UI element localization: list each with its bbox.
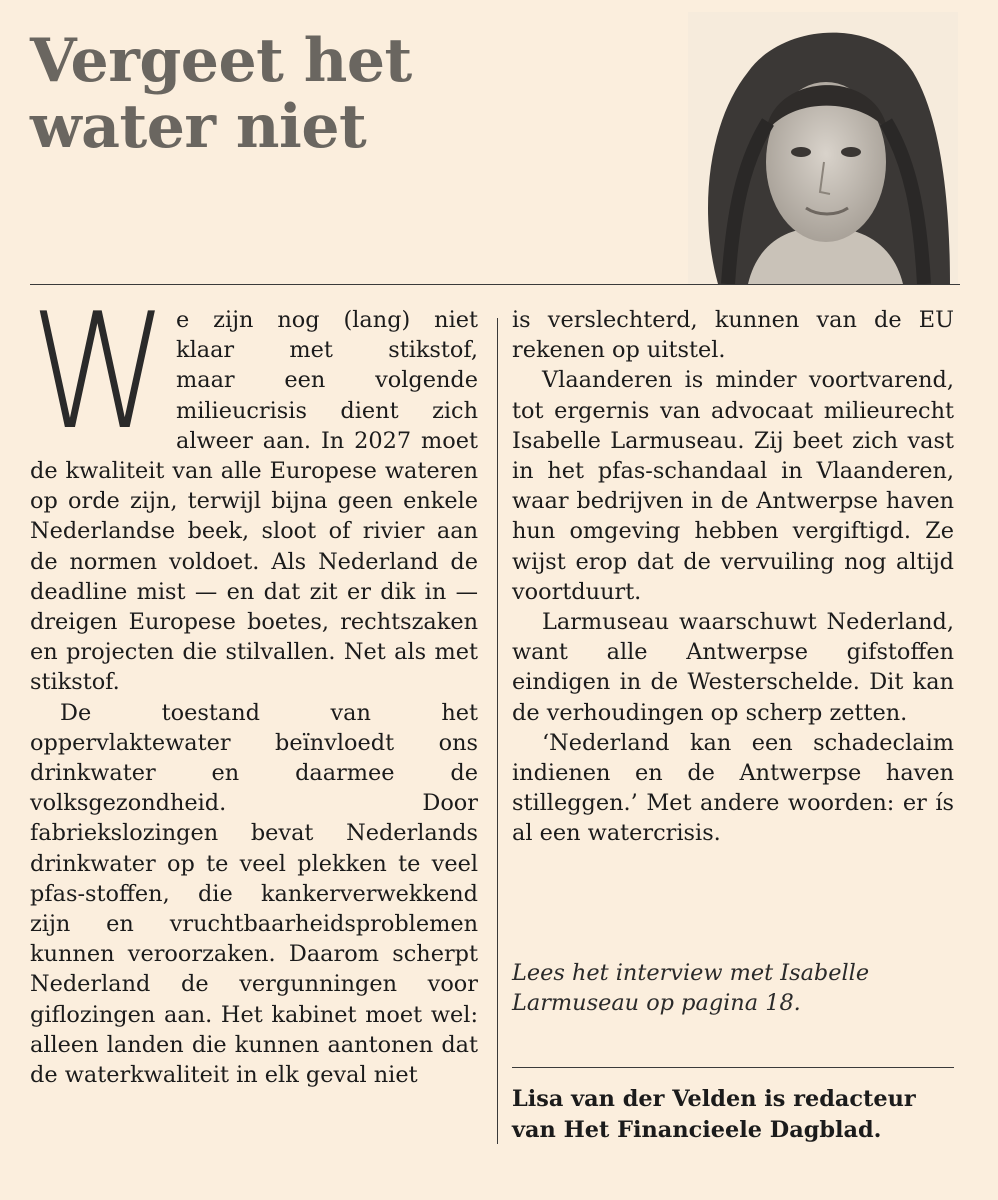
paragraph-5: Larmuseau waarschuwt Nederland, want alle Antwerpse gifstoffen eindigen in de Westerschelde. Dit kan de verhoudingen op scherp zetten.	[512, 609, 954, 726]
intro-line: milieucrisis dient zich	[176, 397, 478, 424]
headline	[30, 28, 650, 160]
intro-line: klaar met stikstof,	[176, 337, 478, 364]
article-column-1	[30, 278, 478, 1090]
intro-paragraph-rest: alweer aan. In 2027 moet de kwaliteit van alle Europese wateren op orde zijn, terwijl bijna geen enkele Nederlandse beek, sloot of rivier aan de normen voldoet. Als Nederland de deadline mist — en dat zit er dik in — dreigen Europese boetes, rechtszaken en projecten die stilvallen. Net als met stikstof.	[30, 427, 478, 696]
paragraph-4: Vlaanderen is minder voortvarend, tot ergernis van advocaat milieurecht Isabelle Larmuseau. Zij beet zich vast in het pfas-schandaal in Vlaanderen, waar bedrijven in de Antwerpse haven hun omgeving hebben vergiftigd. Ze wijst erop dat de vervuiling nog altijd voortduurt.	[512, 367, 954, 605]
note-line-1: Lees het interview met Isabelle	[512, 960, 870, 986]
intro-line: maar een volgende	[176, 367, 478, 394]
dropcap-w	[30, 278, 168, 465]
article-column-2	[512, 305, 954, 849]
svg-text:W: W	[30, 278, 168, 465]
headline-line-1: Vergeet het	[30, 26, 412, 96]
paragraph-6: ‘Nederland kan een schadeclaim indienen en de Antwerpse haven stilleggen.’ Met andere woorden: er ís al een watercrisis.	[512, 729, 954, 847]
author-portrait	[688, 12, 958, 284]
signature-line-2: van Het Financieele Dagblad.	[512, 1117, 882, 1143]
signature-line-1: Lisa van der Velden is redacteur	[512, 1086, 916, 1112]
reference-note	[512, 958, 952, 1018]
author-signature	[512, 1084, 954, 1146]
headline-line-2: water niet	[30, 92, 367, 162]
signature-divider	[512, 1067, 954, 1068]
top-divider	[30, 284, 960, 285]
paragraph-2: De toestand van het oppervlaktewater beïnvloedt ons drinkwater en daarmee de volksgezondheid. Door fabriekslozingen bevat Nederlands drinkwater op te veel plekken te veel pfas-stoffen, die kankerverwekkend zijn en vruchtbaarheidsproblemen kunnen veroorzaken. Daarom scherpt Nederland de vergunningen voor giflozingen aan. Het kabinet moet wel: alleen landen die kunnen aantonen dat de waterkwaliteit in elk geval niet	[30, 699, 478, 1089]
column-divider	[497, 318, 498, 1144]
intro-line: e zijn nog (lang) niet	[176, 307, 478, 333]
paragraph-3: is verslechterd, kunnen van de EU rekenen op uitstel.	[512, 307, 954, 364]
note-line-2: Larmuseau op pagina 18.	[512, 990, 801, 1017]
